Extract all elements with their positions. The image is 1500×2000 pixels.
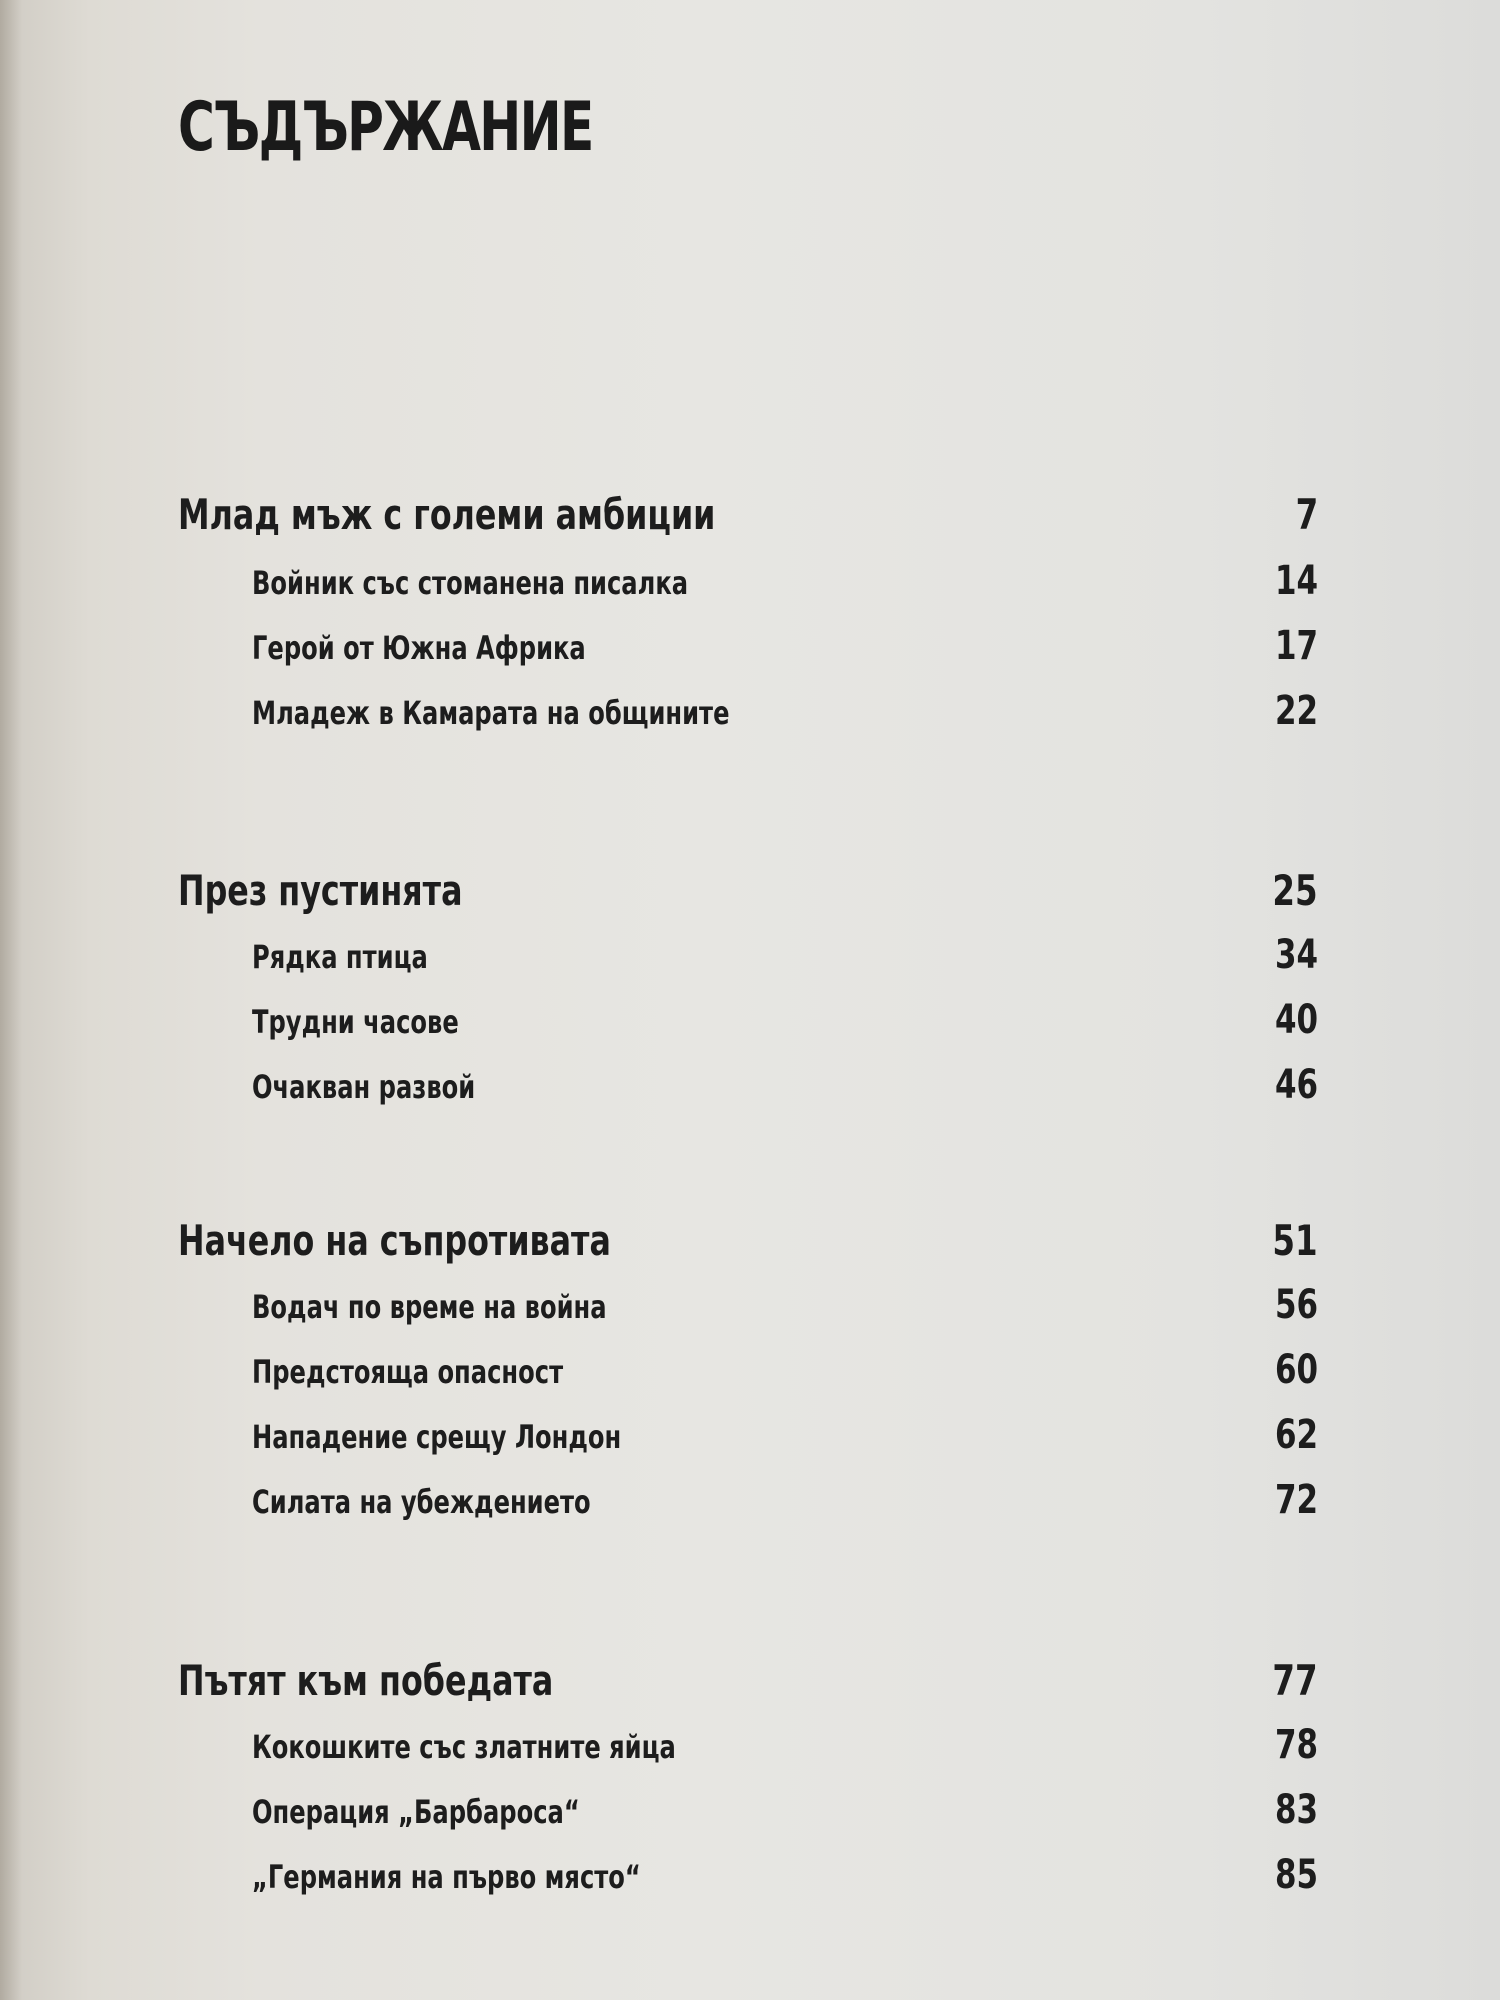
- toc-section-entry: [0, 993, 1500, 1053]
- section-page-number: 56: [1274, 1282, 1318, 1328]
- toc-section-entry: [0, 1278, 1500, 1338]
- chapter-title: Млад мъж с големи амбиции: [178, 490, 716, 539]
- chapter-title: През пустинята: [178, 866, 463, 915]
- toc-section-entry: [0, 684, 1500, 744]
- section-page-number: 22: [1274, 688, 1318, 734]
- section-page-number: 34: [1274, 932, 1318, 978]
- chapter-title: Пътят към победата: [178, 1656, 554, 1705]
- toc-chapter-entry: [0, 486, 1500, 546]
- toc-section-entry: [0, 1473, 1500, 1533]
- toc-section-entry: [0, 928, 1500, 988]
- section-title: Кокошките със златните яйца: [252, 1728, 676, 1766]
- section-title: Герой от Южна Африка: [252, 629, 586, 667]
- section-page-number: 83: [1274, 1787, 1318, 1833]
- section-title: Нападение срещу Лондон: [252, 1418, 622, 1456]
- section-page-number: 14: [1274, 558, 1318, 604]
- toc-section-entry: [0, 619, 1500, 679]
- toc-section-entry: [0, 1848, 1500, 1908]
- section-page-number: 40: [1274, 997, 1318, 1043]
- section-page-number: 78: [1274, 1722, 1318, 1768]
- section-title: Операция „Барбароса“: [252, 1793, 580, 1831]
- page-title: СЪДЪРЖАНИЕ: [178, 88, 593, 167]
- toc-chapter-entry: [0, 1212, 1500, 1272]
- toc-chapter-entry: [0, 862, 1500, 922]
- chapter-page-number: 25: [1272, 866, 1318, 915]
- section-page-number: 85: [1274, 1852, 1318, 1898]
- section-title: Очакван развой: [252, 1068, 476, 1106]
- toc-section-entry: [0, 1343, 1500, 1403]
- section-page-number: 72: [1274, 1477, 1318, 1523]
- section-title: Водач по време на война: [252, 1288, 607, 1326]
- toc-section-entry: [0, 1408, 1500, 1468]
- chapter-page-number: 51: [1272, 1216, 1318, 1265]
- section-title: Трудни часове: [252, 1003, 459, 1041]
- toc-section-entry: [0, 1058, 1500, 1118]
- toc-section-entry: [0, 1783, 1500, 1843]
- toc-chapter-entry: [0, 1652, 1500, 1712]
- toc-section-entry: [0, 1718, 1500, 1778]
- section-page-number: 46: [1274, 1062, 1318, 1108]
- section-title: Предстояща опасност: [252, 1353, 564, 1391]
- section-page-number: 62: [1274, 1412, 1318, 1458]
- chapter-page-number: 77: [1272, 1656, 1318, 1705]
- toc-section-entry: [0, 554, 1500, 614]
- section-title: Силата на убеждението: [252, 1483, 591, 1521]
- section-title: „Германия на първо място“: [252, 1858, 641, 1896]
- chapter-title: Начело на съпротивата: [178, 1216, 611, 1265]
- section-title: Войник със стоманена писалка: [252, 564, 689, 602]
- chapter-page-number: 7: [1295, 490, 1318, 539]
- section-title: Младеж в Камарата на общините: [252, 694, 730, 732]
- section-page-number: 17: [1274, 623, 1318, 669]
- section-title: Рядка птица: [252, 938, 428, 976]
- section-page-number: 60: [1274, 1347, 1318, 1393]
